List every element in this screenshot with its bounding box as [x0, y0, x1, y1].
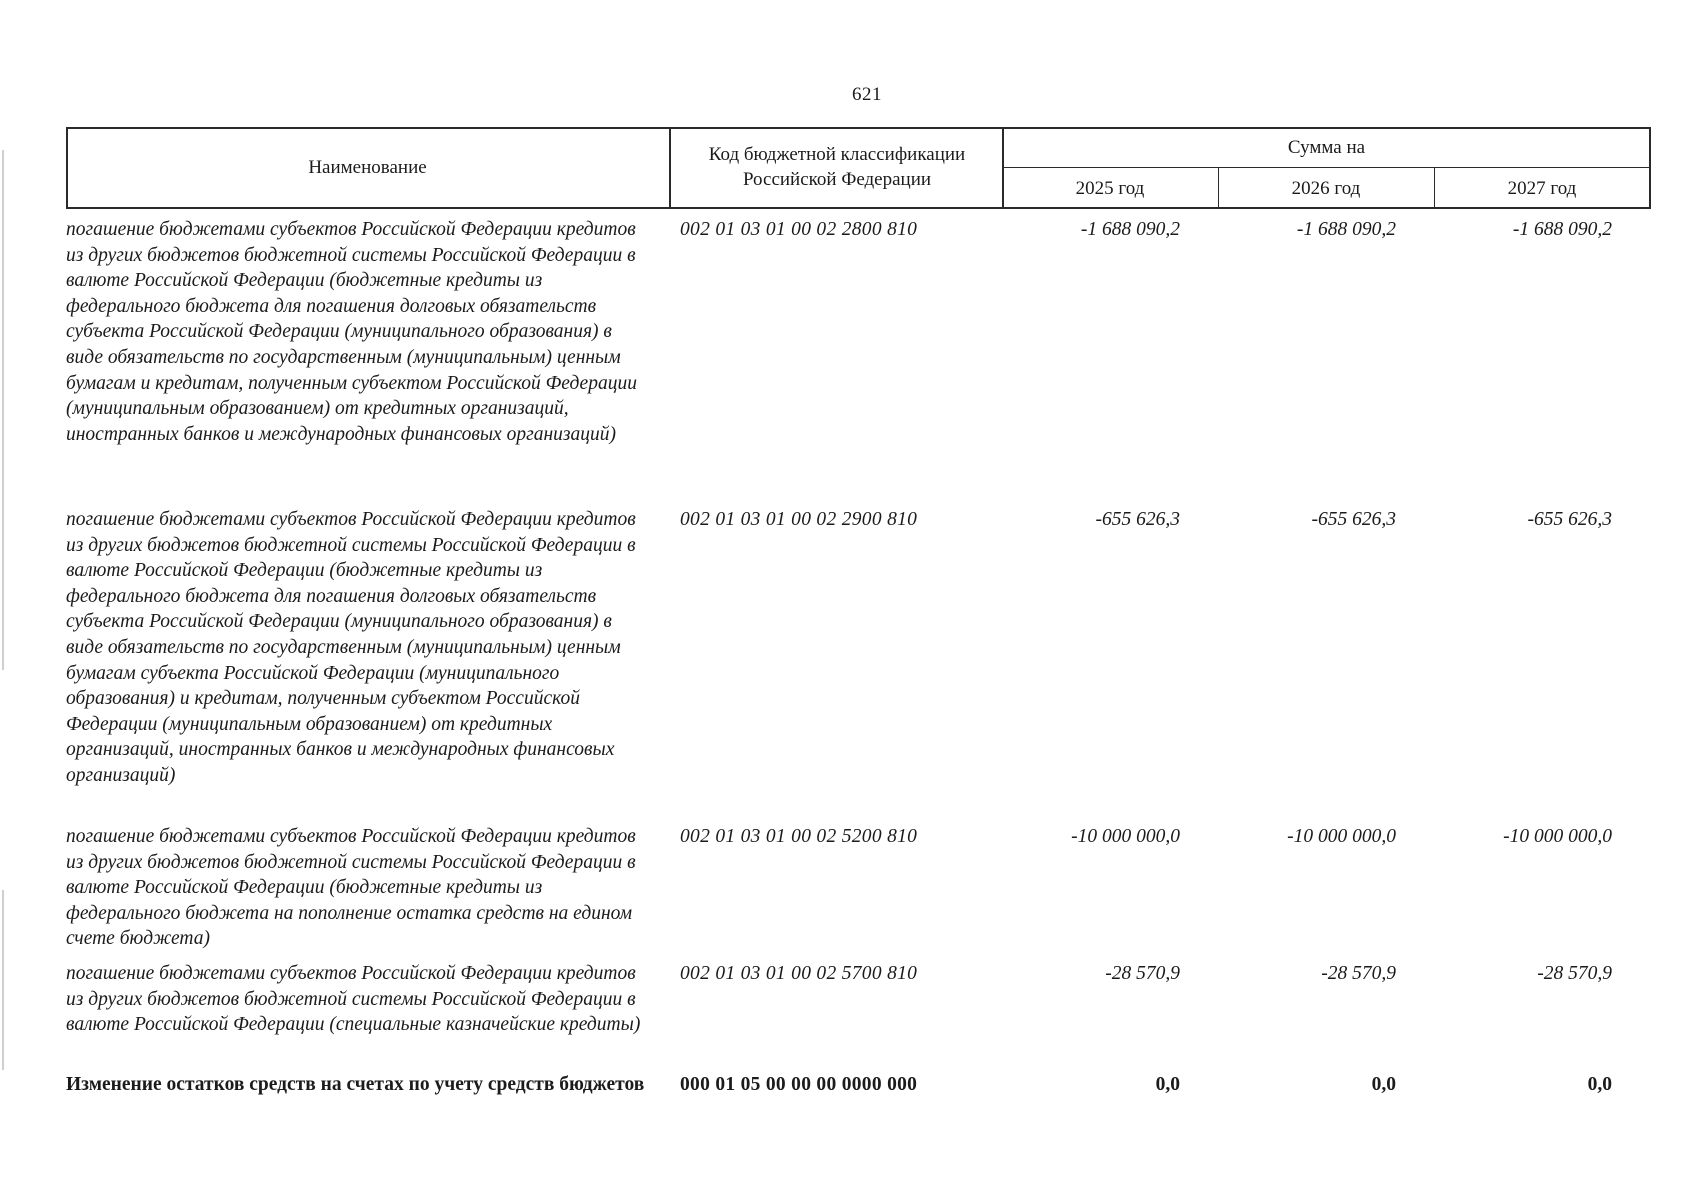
page-number: 621 — [852, 84, 882, 105]
row-value-2025: -1 688 090,2 — [1080, 219, 1180, 240]
row-value-2027: -10 000 000,0 — [1503, 826, 1612, 847]
row-value-2026: -655 626,3 — [1311, 509, 1396, 530]
row-value-2027: -28 570,9 — [1537, 963, 1612, 984]
row-code: 002 01 03 01 00 02 5700 810 — [680, 963, 918, 984]
row-value-2027: -1 688 090,2 — [1512, 219, 1612, 240]
row-code: 002 01 03 01 00 02 5200 810 — [680, 826, 918, 847]
row-value-2026: -28 570,9 — [1321, 963, 1396, 984]
header-year-2027: 2027 год — [1507, 177, 1577, 199]
row-value-2026: 0,0 — [1371, 1074, 1396, 1095]
row-code: 000 01 05 00 00 00 0000 000 — [680, 1074, 918, 1095]
row-name: погашение бюджетами субъектов Российской Федерации кредитов из других бюджетов бюджетной системы Российской Федерации в валюте Российской Федерации (бюджетные кредиты из федерального бюджета на пополнение остатка средств на едином счете бюджета) — [66, 826, 636, 950]
row-code: 002 01 03 01 00 02 2900 810 — [680, 509, 918, 530]
scan-edge-mark — [2, 890, 4, 1070]
scan-edge-mark — [2, 150, 4, 670]
header-name: Наименование — [308, 156, 427, 178]
row-value-2025: -28 570,9 — [1105, 963, 1180, 984]
row-name: погашение бюджетами субъектов Российской Федерации кредитов из других бюджетов бюджетной системы Российской Федерации в валюте Российской Федерации (бюджетные кредиты из федерального бюджета для погашения долговых обязательств субъекта Российской Федерации (муниципального образования) в виде обязательств по государственным (муниципальным) ценным бумагам субъекта Российской Федерации (муниципального образования) и кредитам, полученным субъектом Российской Федерации (муниципальным образованием) от кредитных организаций, иностранных банков и международных финансовых организаций) — [66, 509, 636, 786]
row-code: 002 01 03 01 00 02 2800 810 — [680, 219, 918, 240]
header-year-2025: 2025 год — [1075, 177, 1145, 199]
table-header — [66, 127, 1651, 209]
row-name: погашение бюджетами субъектов Российской Федерации кредитов из других бюджетов бюджетной системы Российской Федерации в валюте Российской Федерации (бюджетные кредиты из федерального бюджета для погашения долговых обязательств субъекта Российской Федерации (муниципального образования) в виде обязательств по государственным (муниципальным) ценным бумагам и кредитам, полученным субъектом Российской Федерации (муниципальным образованием) от кредитных организаций, иностранных банков и международных финансовых организаций) — [66, 219, 637, 445]
row-value-2027: -655 626,3 — [1527, 509, 1612, 530]
row-name: Изменение остатков средств на счетах по учету средств бюджетов — [66, 1074, 645, 1095]
row-name: погашение бюджетами субъектов Российской Федерации кредитов из других бюджетов бюджетной системы Российской Федерации в валюте Российской Федерации (специальные казначейские кредиты) — [66, 963, 641, 1036]
header-sum-on: Сумма на — [1287, 136, 1366, 158]
row-value-2026: -1 688 090,2 — [1296, 219, 1396, 240]
row-value-2026: -10 000 000,0 — [1287, 826, 1396, 847]
header-code: Код бюджетной классификации Российской Федерации — [708, 144, 966, 190]
header-year-2026: 2026 год — [1291, 177, 1361, 199]
row-value-2025: 0,0 — [1155, 1074, 1180, 1095]
row-value-2025: -655 626,3 — [1095, 509, 1180, 530]
row-value-2025: -10 000 000,0 — [1071, 826, 1180, 847]
header-divider-name-code — [669, 127, 671, 209]
row-value-2027: 0,0 — [1587, 1074, 1612, 1095]
